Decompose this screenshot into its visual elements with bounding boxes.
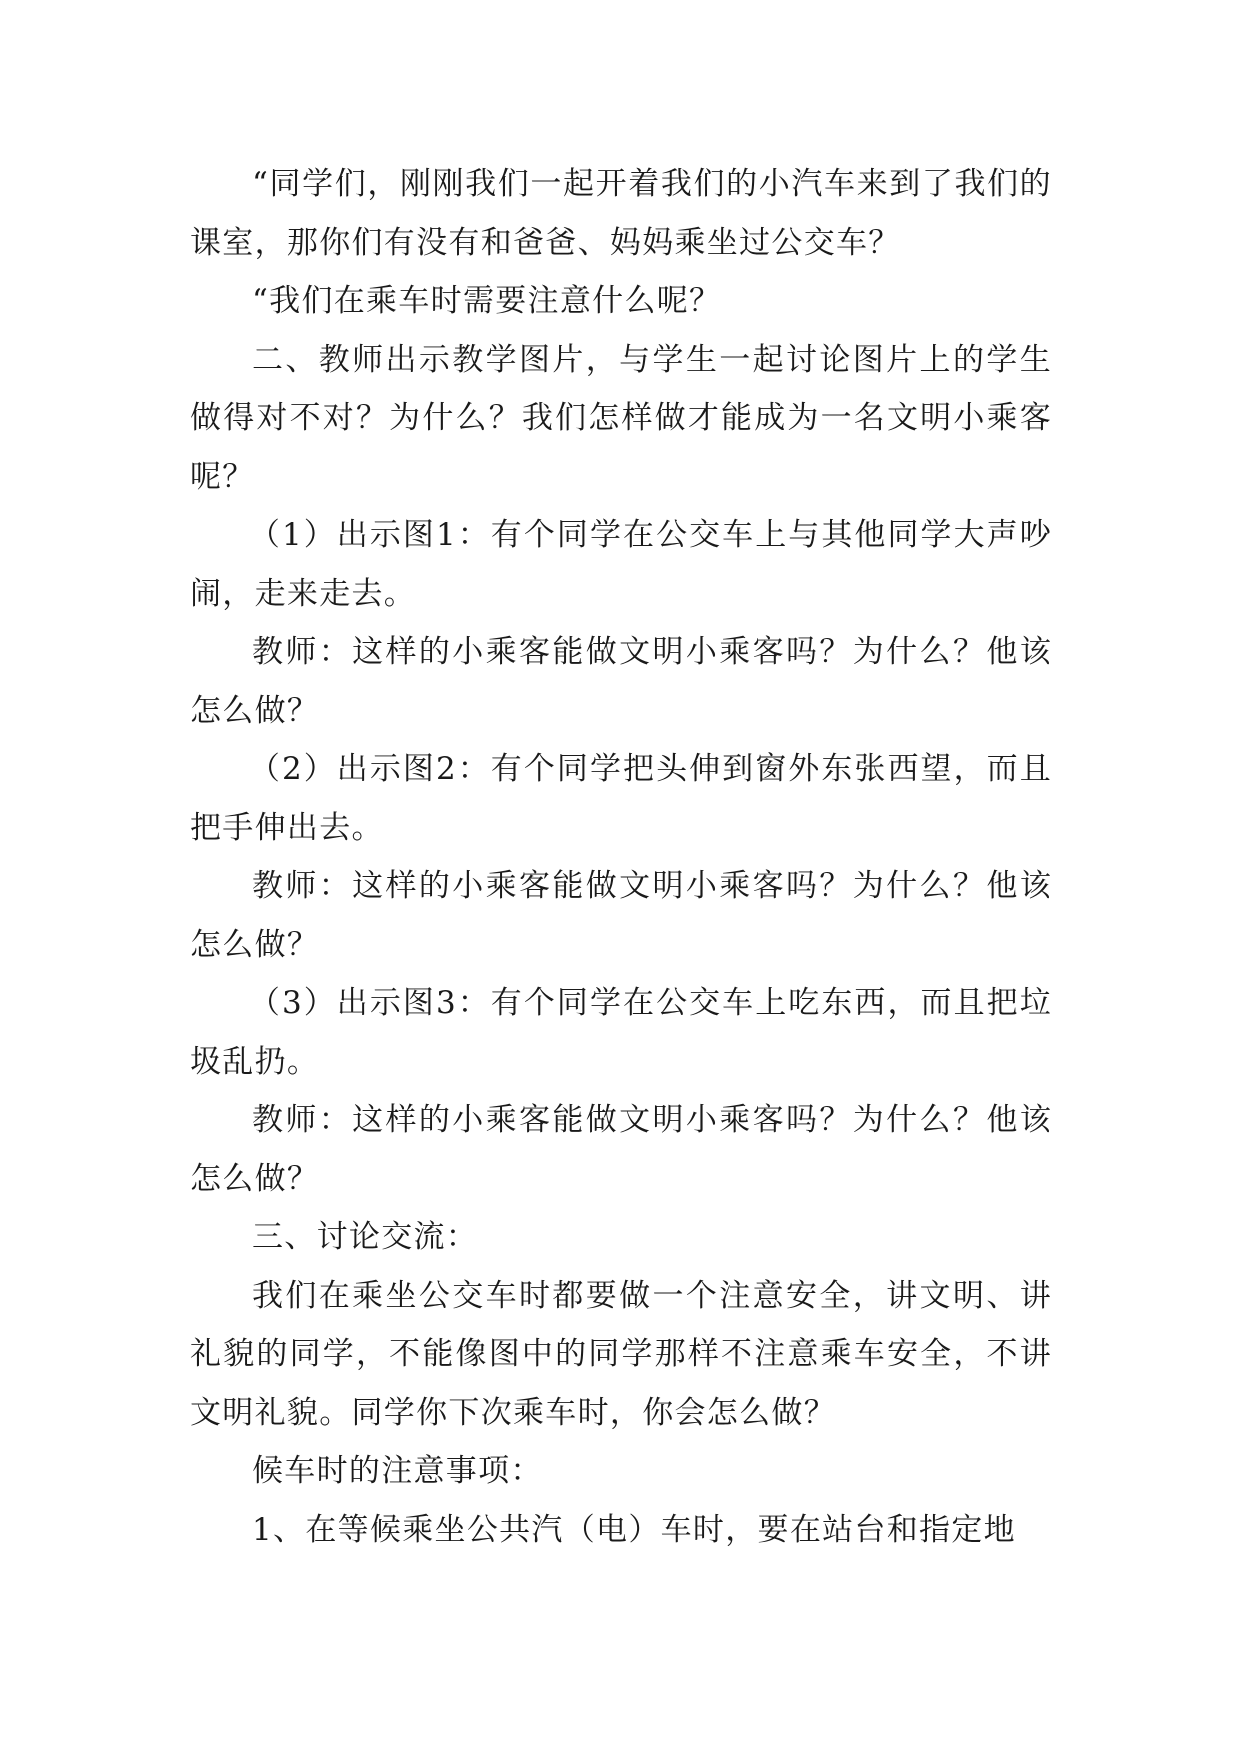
paragraph-teacher-question-3: 教师：这样的小乘客能做文明小乘客吗？为什么？他该怎么做？: [190, 1102, 1052, 1197]
paragraph-section-two: 二、教师出示教学图片，与学生一起讨论图片上的学生做得对不对？为什么？我们怎样做才能成为一名文明小乘客呢？: [190, 341, 1052, 495]
paragraph-picture-3: （3）出示图3：有个同学在公交车上吃东西，而且把垃圾乱扔。: [190, 985, 1052, 1080]
paragraph-waiting-notes-heading: 候车时的注意事项：: [252, 1453, 543, 1489]
paragraph-waiting-note-1: 1、在等候乘坐公共汽（电）车时，要在站台和指定地: [252, 1511, 1016, 1548]
paragraph-teacher-question-2: 教师：这样的小乘客能做文明小乘客吗？为什么？他该怎么做？: [190, 868, 1052, 963]
paragraph-picture-1: （1）出示图1：有个同学在公交车上与其他同学大声吵闹，走来走去。: [190, 517, 1052, 612]
paragraph-attention-question: “我们在乘车时需要注意什么呢？: [252, 283, 722, 319]
paragraph-discussion: 我们在乘坐公交车时都要做一个注意安全，讲文明、讲礼貌的同学，不能像图中的同学那样不注意乘车安全，不讲文明礼貌。同学你下次乘车时，你会怎么做？: [190, 1277, 1052, 1431]
document-page: [190, 155, 1052, 1559]
paragraph-intro-question: “同学们，刚刚我们一起开着我们的小汽车来到了我们的课室，那你们有没有和爸爸、妈妈乘坐过公交车？: [190, 166, 1052, 261]
paragraph-picture-2: （2）出示图2：有个同学把头伸到窗外东张西望，而且把手伸出去。: [190, 751, 1052, 846]
paragraph-section-three: 三、讨论交流：: [252, 1219, 479, 1255]
paragraph-teacher-question-1: 教师：这样的小乘客能做文明小乘客吗？为什么？他该怎么做？: [190, 634, 1052, 729]
